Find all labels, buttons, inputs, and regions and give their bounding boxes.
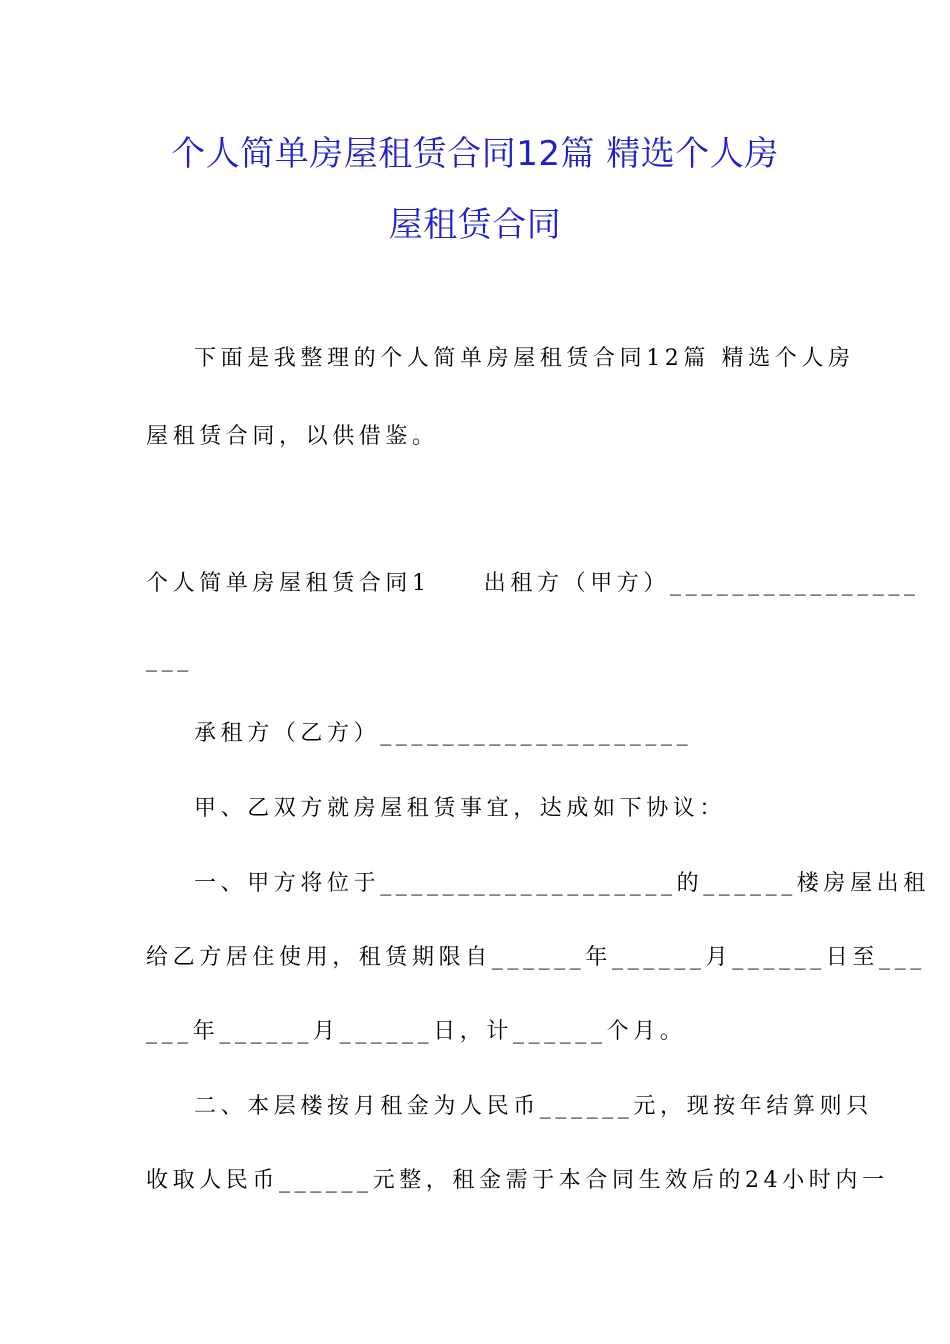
- contract-heading-line-1: 个人简单房屋租赁合同1 出租方（甲方）________________: [146, 571, 920, 596]
- clause-2-line-1: 二、本层楼按月租金为人民币______元，现按年结算则只: [194, 1094, 873, 1119]
- clause-1-line-1: 一、甲方将位于___________________的______楼房屋出租: [194, 871, 930, 896]
- clause-1-line-2: 给乙方居住使用，租赁期限自______年______月______日至___: [146, 945, 926, 970]
- contract-heading-line-2: ___: [146, 647, 193, 672]
- intro-paragraph-line-1: 下面是我整理的个人简单房屋租赁合同12篇 精选个人房: [194, 346, 855, 371]
- intro-paragraph-line-2: 屋租赁合同，以供借鉴。: [146, 424, 439, 449]
- agreement-intro-line: 甲、乙双方就房屋租赁事宜，达成如下协议：: [194, 796, 727, 821]
- clause-1-line-3: ___年______月______日，计______个月。: [146, 1019, 687, 1044]
- document-title-line-2: 屋租赁合同: [388, 205, 562, 245]
- document-title-line-1: 个人简单房屋租赁合同12篇 精选个人房: [171, 134, 779, 174]
- clause-2-line-2: 收取人民币______元整，租金需于本合同生效后的24小时内一: [146, 1168, 889, 1193]
- lessee-line: 承租方（乙方）____________________: [194, 721, 693, 746]
